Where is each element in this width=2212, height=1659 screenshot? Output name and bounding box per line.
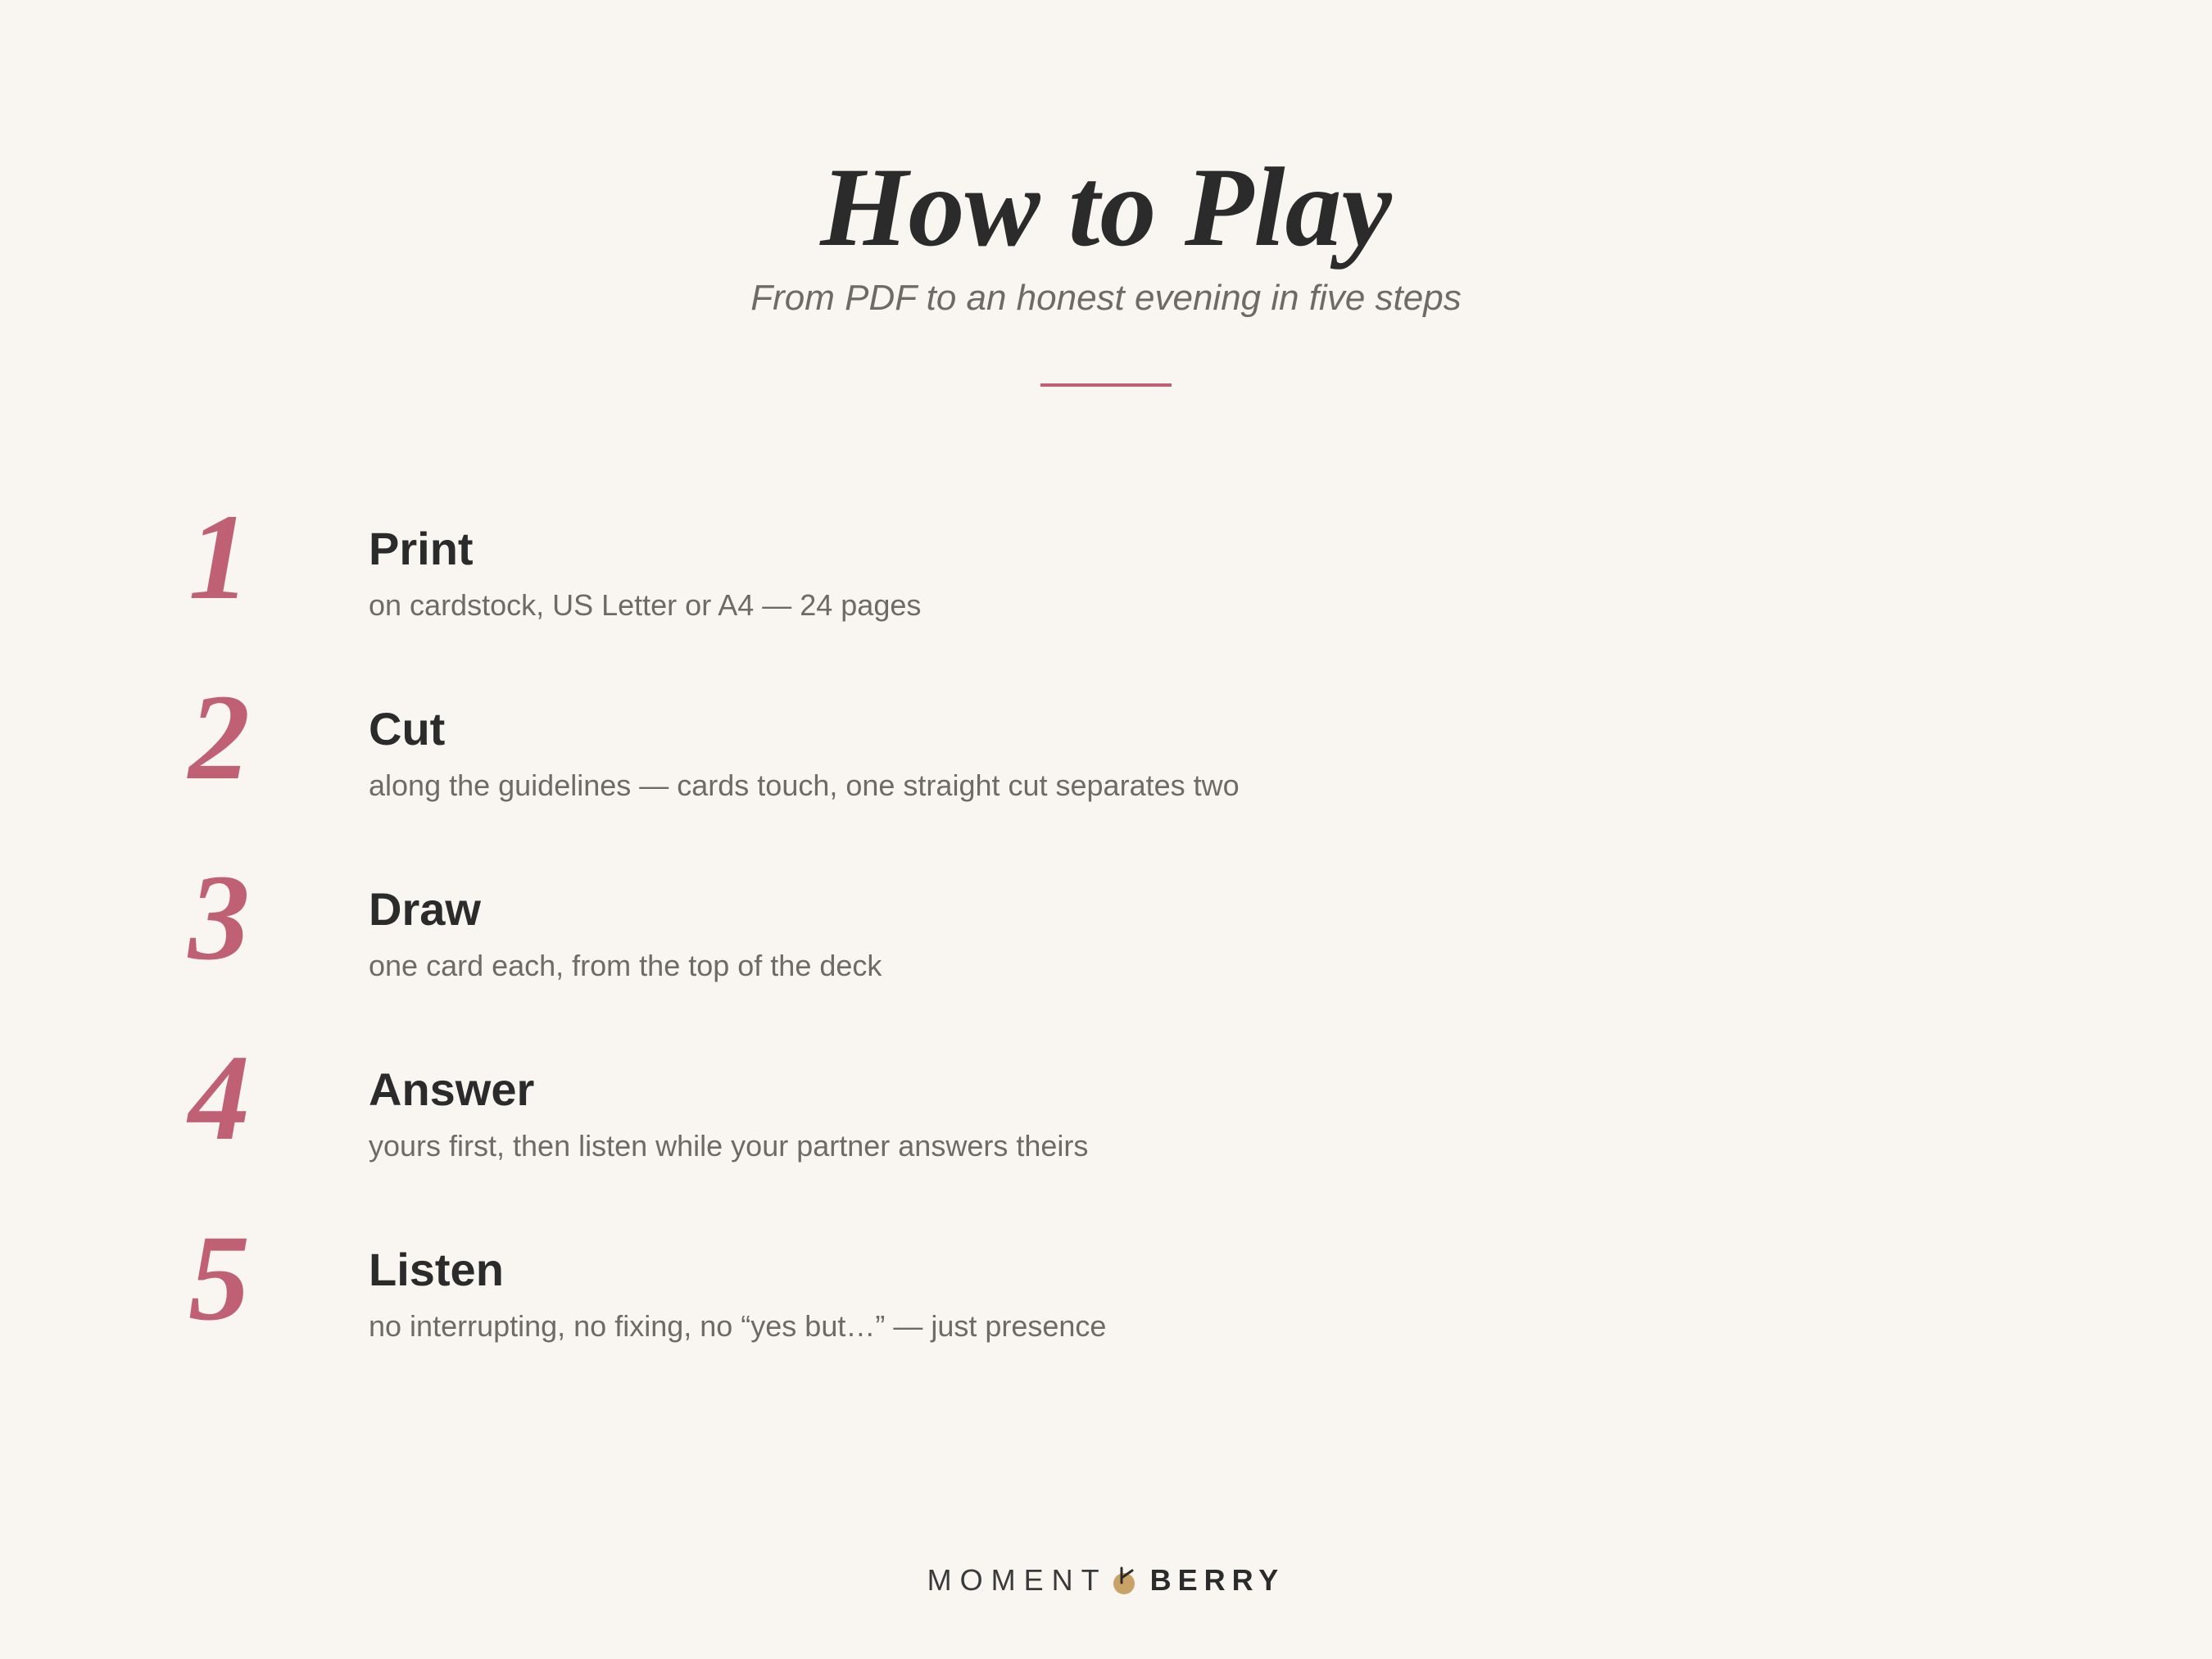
step-title: Answer bbox=[369, 1063, 535, 1115]
brand-logo bbox=[0, 1562, 2212, 1599]
brand-wordmark-berry: BERRY bbox=[1149, 1563, 1285, 1597]
step-number: 5 bbox=[188, 1210, 250, 1346]
step-description: along the guidelines — cards touch, one straight cut separates two bbox=[369, 768, 1240, 802]
page-title: How to Play bbox=[820, 144, 1392, 270]
step-title: Print bbox=[369, 523, 474, 574]
step-number: 3 bbox=[188, 850, 250, 986]
step-description: no interrupting, no fixing, no “yes but…” — just presence bbox=[369, 1309, 1107, 1343]
step-number: 4 bbox=[188, 1030, 250, 1166]
step-description: yours first, then listen while your partner answers theirs bbox=[369, 1129, 1089, 1163]
step-item bbox=[0, 1032, 2212, 1213]
step-title: Draw bbox=[369, 883, 481, 935]
brand-wordmark-moment: MOMENT bbox=[927, 1563, 1108, 1597]
step-title: Cut bbox=[369, 703, 446, 755]
title-divider bbox=[1040, 383, 1172, 387]
step-item bbox=[0, 1210, 2212, 1393]
step-number: 1 bbox=[188, 489, 250, 625]
step-item bbox=[0, 489, 2212, 672]
step-item bbox=[0, 852, 2212, 1032]
step-description: on cardstock, US Letter or A4 — 24 pages bbox=[369, 588, 922, 622]
step-title: Listen bbox=[369, 1244, 504, 1295]
step-number: 2 bbox=[188, 669, 250, 805]
berry-icon bbox=[1111, 1562, 1139, 1599]
step-item bbox=[0, 669, 2212, 852]
page-subtitle: From PDF to an honest evening in five steps bbox=[750, 278, 1462, 318]
step-description: one card each, from the top of the deck bbox=[369, 949, 882, 982]
